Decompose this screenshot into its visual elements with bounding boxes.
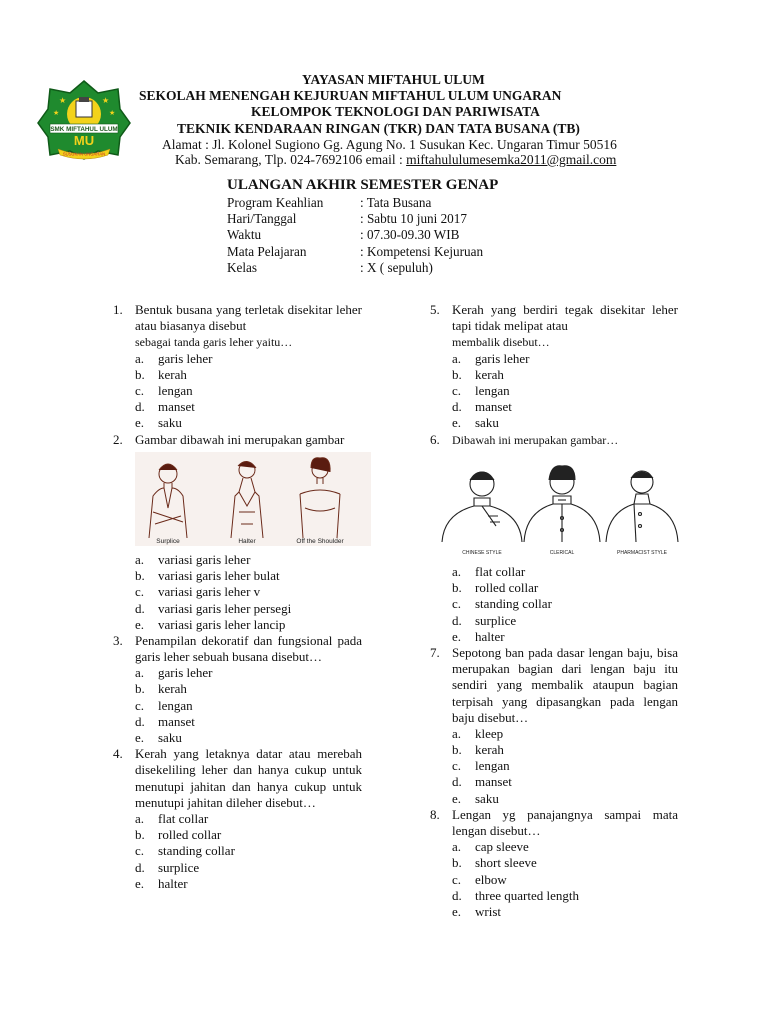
option-6c[interactable]: c. standing collar xyxy=(452,596,552,612)
option-7b[interactable]: b. kerah xyxy=(452,742,504,758)
questions-left-column xyxy=(113,302,362,892)
svg-text:★: ★ xyxy=(53,110,60,117)
option-2c[interactable]: c. variasi garis leher v xyxy=(135,584,261,600)
option-2e[interactable]: e. variasi garis leher lancip xyxy=(135,616,286,632)
option-5c[interactable]: c. lengan xyxy=(452,382,510,398)
svg-text:SUSUKAN UNGARAN: SUSUKAN UNGARAN xyxy=(62,151,106,157)
collar-illustration xyxy=(438,462,678,562)
option-5a[interactable]: a. garis leher xyxy=(452,350,530,366)
option-1e[interactable]: e. saku xyxy=(135,415,182,431)
options-4 xyxy=(113,811,362,892)
question-1: 1. Bentuk busana yang terletak disekitar leher atau biasanya disebut sebagai tanda garis leher yaitu… xyxy=(113,302,362,350)
svg-text:★: ★ xyxy=(109,110,116,117)
option-1d[interactable]: d. manset xyxy=(135,399,195,415)
option-7c[interactable]: c. lengan xyxy=(452,758,510,774)
question-7: 7. Sepotong ban pada dasar lengan baju, bisa merupakan bagian dari lengan baju itu sendiri yang membalik ataupun bagian terpisah yang dipasangkan pada lengan baju disebut… xyxy=(430,644,678,725)
option-1c[interactable]: c. lengan xyxy=(135,382,193,398)
option-3c[interactable]: c. lengan xyxy=(135,697,193,713)
options-5 xyxy=(430,351,678,432)
option-2d[interactable]: d. variasi garis leher persegi xyxy=(135,600,292,616)
option-3e[interactable]: e. saku xyxy=(135,730,182,746)
option-3a[interactable]: a. garis leher xyxy=(135,665,213,681)
option-8c[interactable]: c. elbow xyxy=(452,871,507,887)
school-name: SEKOLAH MENENGAH KEJURUAN MIFTAHUL ULUM UNGARAN xyxy=(139,88,562,103)
school-contact: Kab. Semarang, Tlp. 024-7692106 email : miftahululumesemka2011@gmail.com xyxy=(175,152,617,167)
exam-meta xyxy=(227,195,547,276)
option-6b[interactable]: b. rolled collar xyxy=(452,580,539,596)
svg-text:Surplice: Surplice xyxy=(156,537,180,545)
svg-text:Off the Shoulder: Off the Shoulder xyxy=(296,537,344,545)
option-5b[interactable]: b. kerah xyxy=(452,366,504,382)
question-3: 3. Penampilan dekoratif dan fungsional pada garis leher sebuah busana disebut… xyxy=(113,632,362,665)
question-8: 8. Lengan yg panajangnya sampai mata lengan disebut… xyxy=(430,806,678,839)
option-4c[interactable]: c. standing collar xyxy=(135,843,235,859)
school-address: Alamat : Jl. Kolonel Sugiono Gg. Agung No. 1 Susukan Kec. Ungaran Timur 50516 xyxy=(162,137,617,152)
meta-row: Kelas : X ( sepuluh) xyxy=(227,259,433,275)
questions-right-column xyxy=(430,302,678,920)
option-4d[interactable]: d. surplice xyxy=(135,859,200,875)
svg-text:PHARMACIST STYLE: PHARMACIST STYLE xyxy=(617,549,667,556)
option-2b[interactable]: b. variasi garis leher bulat xyxy=(135,568,280,584)
options-1 xyxy=(113,351,362,432)
option-8e[interactable]: e. wrist xyxy=(452,904,501,919)
option-1a[interactable]: a. garis leher xyxy=(135,350,213,366)
option-7d[interactable]: d. manset xyxy=(452,774,512,790)
option-5d[interactable]: d. manset xyxy=(452,399,512,415)
option-1b[interactable]: b. kerah xyxy=(135,366,187,382)
option-8a[interactable]: a. cap sleeve xyxy=(452,839,529,855)
email-link[interactable]: miftahululumesemka2011@gmail.com xyxy=(406,152,617,167)
option-7a[interactable]: a. kleep xyxy=(452,725,504,741)
option-8d[interactable]: d. three quarted length xyxy=(452,887,579,903)
option-3d[interactable]: d. manset xyxy=(135,713,195,729)
svg-text:★: ★ xyxy=(102,96,110,105)
school-group: KELOMPOK TEKNOLOGI DAN PARIWISATA xyxy=(251,104,540,119)
option-4e[interactable]: e. halter xyxy=(135,875,188,891)
options-3 xyxy=(113,665,362,746)
option-3b[interactable]: b. kerah xyxy=(135,681,187,697)
meta-row: Program Keahlian : Tata Busana xyxy=(227,195,432,210)
svg-text:CHINESE STYLE: CHINESE STYLE xyxy=(462,549,502,556)
option-7e[interactable]: e. saku xyxy=(452,790,499,806)
neckline-illustration xyxy=(135,452,362,550)
option-6d[interactable]: d. surplice xyxy=(452,612,517,628)
option-6e[interactable]: e. halter xyxy=(452,628,505,644)
svg-text:CLERICAL: CLERICAL xyxy=(549,549,575,556)
question-6: 6. Dibawah ini merupakan gambar… xyxy=(430,431,619,447)
svg-text:MU: MU xyxy=(73,133,95,148)
meta-row: Waktu : 07.30-09.30 WIB xyxy=(227,227,460,243)
question-2: 2. Gambar dibawah ini merupakan gambar xyxy=(113,431,345,447)
option-5e[interactable]: e. saku xyxy=(452,415,499,431)
options-8 xyxy=(430,839,678,920)
options-2 xyxy=(113,552,362,633)
exam-title: ULANGAN AKHIR SEMESTER GENAP xyxy=(227,177,499,193)
foundation-name: YAYASAN MIFTAHUL ULUM xyxy=(302,72,485,87)
meta-row: Mata Pelajaran : Kompetensi Kejuruan xyxy=(227,243,484,259)
svg-text:SMK MIFTAHUL ULUM: SMK MIFTAHUL ULUM xyxy=(50,126,118,133)
options-6 xyxy=(430,564,678,645)
meta-row: Hari/Tanggal : Sabtu 10 juni 2017 xyxy=(227,211,467,227)
school-logo xyxy=(36,79,132,161)
svg-text:★: ★ xyxy=(59,96,67,105)
option-2a[interactable]: a. variasi garis leher xyxy=(135,551,251,567)
option-4b[interactable]: b. rolled collar xyxy=(135,827,222,843)
options-7 xyxy=(430,726,678,807)
svg-text:Halter: Halter xyxy=(238,537,256,545)
school-programs: TEKNIK KENDARAAN RINGAN (TKR) DAN TATA BUSANA (TB) xyxy=(177,121,580,136)
option-6a[interactable]: a. flat collar xyxy=(452,563,526,579)
question-5: 5. Kerah yang berdiri tegak disekitar leher tapi tidak melipat atau membalik disebut… xyxy=(430,302,678,350)
question-4: 4. Kerah yang letaknya datar atau merebah disekeliling leher dan hanya cukup untuk menutupi jahitan dan hanya cukup untuk menutupi jahitan dileher disebut… xyxy=(113,746,362,810)
option-8b[interactable]: b. short sleeve xyxy=(452,855,537,871)
option-4a[interactable]: a. flat collar xyxy=(135,811,209,827)
